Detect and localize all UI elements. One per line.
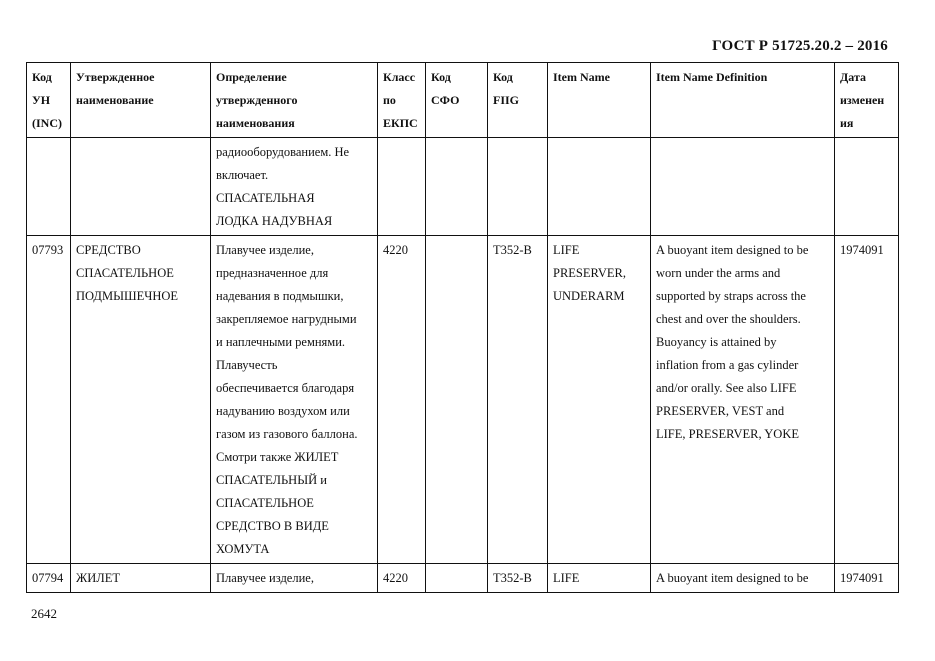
cell-text-line: и наплечными ремнями. xyxy=(216,335,346,349)
col-change-date-cell xyxy=(835,138,899,236)
header-text-line: Item Name xyxy=(553,70,610,84)
col-definition-cell xyxy=(211,236,378,564)
col-fiig-code-cell xyxy=(488,138,548,236)
table-row xyxy=(27,236,899,564)
header-text-line: УН xyxy=(32,93,51,107)
cell-text-line: 4220 xyxy=(383,243,408,257)
table-header-row xyxy=(27,63,899,138)
col-change-date-cell xyxy=(835,236,899,564)
header-text-line: наименование xyxy=(76,93,154,107)
cell-text-line: надевания в подмышки, xyxy=(216,289,344,303)
col-ekps-class-cell xyxy=(378,236,426,564)
cell-text-line: chest and over the shoulders. xyxy=(656,312,801,326)
cell-text-line: радиооборудованием. Не xyxy=(216,145,350,159)
header-text-line: Код xyxy=(493,70,513,84)
cell-text-line: Плавучее изделие, xyxy=(216,571,314,585)
cell-text-line: обеспечивается благодаря xyxy=(216,381,355,395)
header-text-line: Определение xyxy=(216,70,287,84)
col-definition-header xyxy=(211,63,378,138)
cell-text-line: UNDERARM xyxy=(553,289,625,303)
col-item-name-cell xyxy=(548,138,651,236)
header-text-line: ия xyxy=(840,116,854,130)
col-sfo-code-cell xyxy=(426,138,488,236)
header-text-line: Класс xyxy=(383,70,416,84)
header-text-line: ЕКПС xyxy=(383,116,418,130)
col-definition-cell xyxy=(211,564,378,593)
cell-text-line: supported by straps across the xyxy=(656,289,806,303)
cell-text-line: inflation from a gas cylinder xyxy=(656,358,799,372)
col-item-definition-cell xyxy=(651,138,835,236)
cell-text-line: T352-B xyxy=(493,571,532,585)
col-ekps-class-cell xyxy=(378,564,426,593)
col-inc-code-cell xyxy=(27,564,71,593)
cell-text-line: and/or orally. See also LIFE xyxy=(656,381,797,395)
cell-text-line: СПАСАТЕЛЬНЫЙ и xyxy=(216,473,327,487)
col-approved-name-cell xyxy=(71,236,211,564)
page-number: 2642 xyxy=(31,606,57,621)
col-ekps-class-header xyxy=(378,63,426,138)
col-inc-code-cell xyxy=(27,138,71,236)
header-text-line: Дата xyxy=(840,70,866,84)
cell-text-line: PRESERVER, VEST and xyxy=(656,404,785,418)
cell-text-line: A buoyant item designed to be xyxy=(656,243,809,257)
header-text-line: наименования xyxy=(216,116,295,130)
cell-text-line: 1974091 xyxy=(840,571,884,585)
col-inc-code-header xyxy=(27,63,71,138)
col-item-definition-cell xyxy=(651,564,835,593)
col-fiig-code-cell xyxy=(488,564,548,593)
cell-text-line: надуванию воздухом или xyxy=(216,404,350,418)
col-inc-code-cell xyxy=(27,236,71,564)
cell-text-line: Buoyancy is attained by xyxy=(656,335,777,349)
cell-text-line: Смотри также ЖИЛЕТ xyxy=(216,450,339,464)
header-text-line: Код xyxy=(32,70,52,84)
cell-text-line: газом из газового баллона. xyxy=(216,427,358,441)
col-approved-name-cell xyxy=(71,564,211,593)
header-text-line: (INC) xyxy=(32,116,62,130)
col-approved-name-header xyxy=(71,63,211,138)
col-ekps-class-cell xyxy=(378,138,426,236)
cell-text-line: ЛОДКА НАДУВНАЯ xyxy=(216,214,333,228)
col-change-date-header xyxy=(835,63,899,138)
cell-text-line: 07794 xyxy=(32,571,64,585)
cell-text-line: ПОДМЫШЕЧНОЕ xyxy=(76,289,179,303)
col-fiig-code-cell xyxy=(488,236,548,564)
cell-text-line: A buoyant item designed to be xyxy=(656,571,809,585)
col-item-name-cell xyxy=(548,236,651,564)
col-item-name-cell xyxy=(548,564,651,593)
cell-text-line: закрепляемое нагрудными xyxy=(216,312,357,326)
cell-text-line: T352-B xyxy=(493,243,532,257)
col-sfo-code-cell xyxy=(426,564,488,593)
cell-text-line: worn under the arms and xyxy=(656,266,781,280)
cell-text-line: 4220 xyxy=(383,571,408,585)
col-sfo-code-cell xyxy=(426,236,488,564)
table-row xyxy=(27,564,899,593)
header-text-line: Item Name Definition xyxy=(656,70,768,84)
cell-text-line: LIFE, PRESERVER, YOKE xyxy=(656,427,799,441)
cell-text-line: LIFE xyxy=(553,243,580,257)
cell-text-line: Плавучесть xyxy=(216,358,278,372)
col-item-name-header xyxy=(548,63,651,138)
col-item-definition-header xyxy=(651,63,835,138)
col-approved-name-cell xyxy=(71,138,211,236)
cell-text-line: 1974091 xyxy=(840,243,884,257)
cell-text-line: СПАСАТЕЛЬНОЕ xyxy=(216,496,314,510)
cell-text-line: LIFE xyxy=(553,571,580,585)
document-header: ГОСТ Р 51725.20.2 – 2016 xyxy=(712,38,888,54)
col-definition-cell xyxy=(211,138,378,236)
header-text-line: по xyxy=(383,93,396,107)
cell-text-line: PRESERVER, xyxy=(553,266,626,280)
table-body xyxy=(27,138,899,593)
col-fiig-code-header xyxy=(488,63,548,138)
cell-text-line: СРЕДСТВО В ВИДЕ xyxy=(216,519,329,533)
col-item-definition-cell xyxy=(651,236,835,564)
cell-text-line: СПАСАТЕЛЬНОЕ xyxy=(76,266,174,280)
cell-text-line: СПАСАТЕЛЬНАЯ xyxy=(216,191,315,205)
col-sfo-code-header xyxy=(426,63,488,138)
header-text-line: утвержденного xyxy=(216,93,298,107)
cell-text-line: ХОМУТА xyxy=(216,542,270,556)
header-text-line: Код xyxy=(431,70,451,84)
catalog-table xyxy=(26,62,899,593)
cell-text-line: СРЕДСТВО xyxy=(76,243,141,257)
header-text-line: изменен xyxy=(840,93,885,107)
table-row xyxy=(27,138,899,236)
header-text-line: FIIG xyxy=(493,93,520,107)
cell-text-line: ЖИЛЕТ xyxy=(76,571,120,585)
header-text-line: Утвержденное xyxy=(76,70,155,84)
cell-text-line: 07793 xyxy=(32,243,64,257)
header-text-line: СФО xyxy=(431,93,460,107)
cell-text-line: Плавучее изделие, xyxy=(216,243,314,257)
cell-text-line: включает. xyxy=(216,168,269,182)
cell-text-line: предназначенное для xyxy=(216,266,329,280)
col-change-date-cell xyxy=(835,564,899,593)
